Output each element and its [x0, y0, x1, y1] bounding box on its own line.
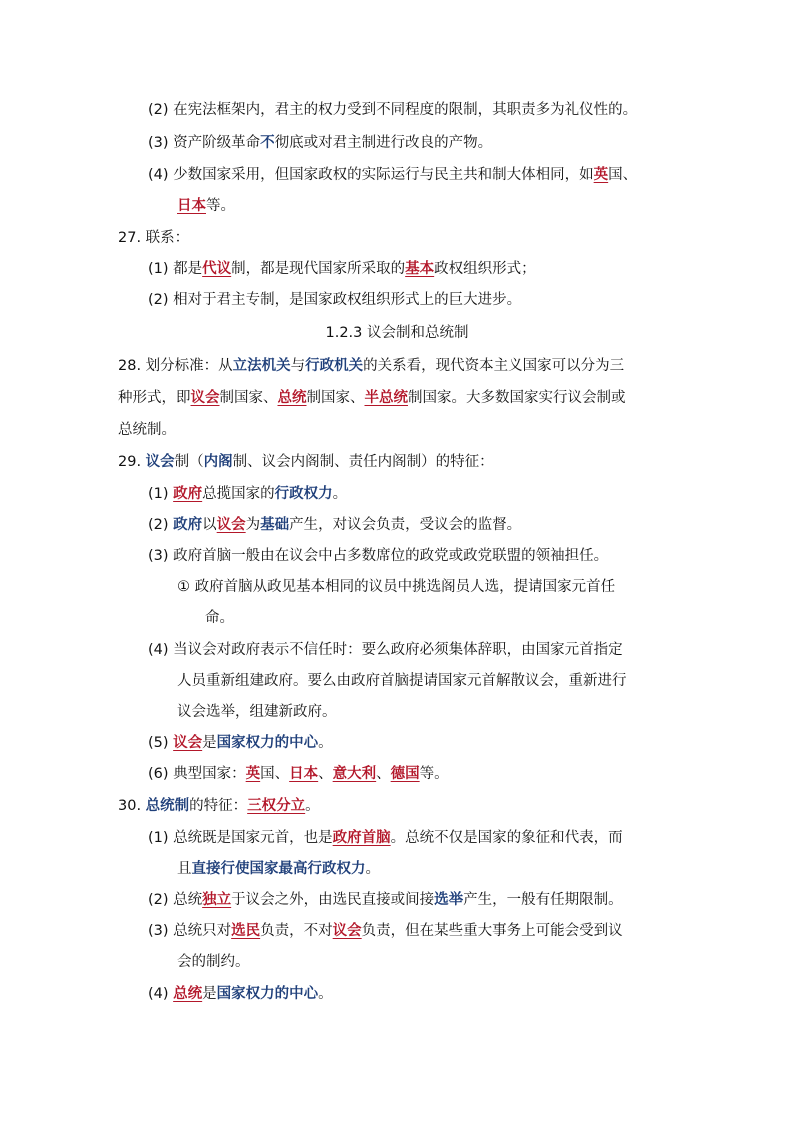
text-segment: 且	[177, 861, 192, 877]
keyword-red: 意大利	[332, 766, 377, 782]
text-segment: (3) 资产阶级革命	[148, 135, 261, 151]
keyword-blue: 国家权力的中心	[216, 986, 319, 1002]
keyword-blue: 政府	[173, 517, 203, 533]
keyword-red: 英	[245, 766, 261, 782]
text-segment: 命。	[205, 610, 234, 626]
text-segment: (6) 典型国家：	[148, 766, 246, 782]
keyword-blue: 议会	[145, 454, 175, 470]
text-line	[118, 796, 320, 816]
text-segment: (2) 在宪法框架内，君主的权力受到不同程度的限制，其职责多为礼仪性的。	[148, 102, 638, 118]
text-segment: 等。	[206, 198, 235, 214]
text-segment: (2) 相对于君主专制，是国家政权组织形式上的巨大进步。	[148, 292, 522, 308]
text-line	[205, 608, 234, 628]
keyword-blue: 选举	[434, 892, 464, 908]
text-line	[118, 420, 176, 440]
keyword-blue: 总统制	[145, 798, 190, 814]
text-line	[148, 100, 637, 120]
keyword-blue: 国家权力的中心	[216, 735, 319, 751]
text-segment: 与	[290, 358, 306, 374]
text-segment: 于议会之外，由选民直接或间接	[231, 892, 435, 908]
text-segment: 种形式，即	[118, 390, 191, 406]
text-segment: 为	[245, 517, 261, 533]
text-line	[148, 259, 536, 279]
keyword-red: 议会	[173, 735, 203, 751]
keyword-blue: 行政权力	[274, 486, 333, 502]
text-line	[148, 890, 623, 910]
text-segment: 、	[318, 766, 333, 782]
keyword-red: 总统	[277, 390, 307, 406]
keyword-red: 议会	[216, 517, 246, 533]
keyword-red: 议会	[190, 390, 220, 406]
text-line	[148, 290, 521, 310]
text-line	[148, 165, 637, 185]
text-segment: (1) 都是	[148, 261, 203, 277]
text-segment: 产生，一般有任期限制。	[463, 892, 623, 908]
section-heading	[0, 323, 794, 343]
text-line	[177, 671, 627, 691]
keyword-red: 三权分立	[247, 798, 306, 814]
text-segment: 。	[318, 735, 333, 751]
keyword-red: 基本	[405, 261, 435, 277]
keyword-red: 半总统	[364, 390, 408, 406]
text-segment: (3) 总统只对	[148, 923, 232, 939]
text-line	[148, 515, 521, 535]
text-line	[118, 228, 189, 248]
keyword-red: 英	[593, 167, 609, 183]
text-segment: 。总统不仅是国家的象征和代表，而	[390, 830, 623, 846]
keyword-blue: 直接行使国家最高行政权力	[191, 861, 366, 877]
keyword-red: 选民	[231, 923, 261, 939]
keyword-blue: 行政机关	[305, 358, 364, 374]
text-segment: 。	[365, 861, 380, 877]
text-line	[148, 764, 449, 784]
text-line	[148, 828, 623, 848]
text-segment: 总揽国家的	[202, 486, 275, 502]
text-segment: 。	[332, 486, 348, 502]
text-line	[148, 546, 608, 566]
text-segment: (5)	[148, 735, 174, 751]
text-segment: 国、	[260, 766, 290, 782]
text-line	[118, 356, 624, 376]
text-line	[177, 952, 250, 972]
text-segment: (2) 总统	[148, 892, 203, 908]
text-segment: 、	[376, 766, 391, 782]
keyword-red: 独立	[202, 892, 232, 908]
text-segment: 的特征：	[189, 798, 248, 814]
keyword-red: 总统	[173, 986, 203, 1002]
text-line	[148, 921, 623, 941]
text-segment: 人员重新组建政府。要么由政府首脑提请国家元首解散议会，重新进行	[177, 673, 627, 689]
text-line	[148, 133, 492, 153]
text-segment: 以	[202, 517, 217, 533]
text-segment: 是	[202, 735, 217, 751]
text-segment: 27. 联系：	[118, 230, 190, 246]
text-segment: 29.	[118, 454, 146, 470]
text-line	[118, 388, 626, 408]
text-line	[148, 733, 333, 753]
keyword-red: 日本	[289, 766, 319, 782]
text-segment: 。	[318, 986, 333, 1002]
text-segment: 产生，对议会负责，受议会的监督。	[289, 517, 522, 533]
keyword-red: 议会	[332, 923, 362, 939]
text-segment: (2)	[148, 517, 174, 533]
keyword-red: 政府	[173, 486, 203, 502]
text-segment: (1)	[148, 486, 174, 502]
text-segment: 制国家、	[219, 390, 278, 406]
text-line	[177, 577, 615, 597]
keyword-red: 政府首脑	[332, 830, 391, 846]
text-segment: ① 政府首脑从政见基本相同的议员中挑选阁员人选，提请国家元首任	[177, 579, 616, 595]
text-segment: (1) 总统既是国家元首，也是	[148, 830, 333, 846]
text-segment: 制，都是现代国家所采取的	[231, 261, 406, 277]
text-segment: 国、	[608, 167, 638, 183]
text-line	[118, 452, 494, 472]
keyword-red: 德国	[390, 766, 420, 782]
text-segment: (4)	[148, 986, 174, 1002]
text-segment: 30.	[118, 798, 146, 814]
text-segment: 负责，不对	[260, 923, 333, 939]
text-segment: 是	[202, 986, 217, 1002]
text-segment: 等。	[419, 766, 449, 782]
text-line	[148, 984, 333, 1004]
text-line	[177, 702, 337, 722]
text-segment: 负责，但在某些重大事务上可能会受到议	[361, 923, 623, 939]
keyword-red: 日本	[177, 198, 206, 214]
keyword-red: 代议	[202, 261, 232, 277]
text-segment: 彻底或对君主制进行改良的产物。	[274, 135, 493, 151]
text-segment: 总统制。	[118, 422, 176, 438]
text-segment: 制国家、	[306, 390, 365, 406]
text-segment: (4) 少数国家采用，但国家政权的实际运行与民主共和制大体相同，如	[148, 167, 594, 183]
text-segment: (3) 政府首脑一般由在议会中占多数席位的政党或政党联盟的领袖担任。	[148, 548, 609, 564]
text-line	[177, 196, 235, 216]
text-segment: 议会选举，组建新政府。	[177, 704, 337, 720]
text-line	[148, 484, 347, 504]
text-segment: 28. 划分标准：从	[118, 358, 233, 374]
keyword-blue: 内阁	[203, 454, 233, 470]
keyword-blue: 不	[260, 135, 275, 151]
text-segment: 的关系看，现代资本主义国家可以分为三	[363, 358, 625, 374]
text-segment: 会的制约。	[177, 954, 250, 970]
text-segment: 政权组织形式；	[434, 261, 536, 277]
text-line	[148, 640, 623, 660]
text-segment: 制（	[174, 454, 204, 470]
text-segment: 1.2.3 议会制和总统制	[325, 325, 469, 341]
text-segment: (4) 当议会对政府表示不信任时：要么政府必须集体辞职，由国家元首指定	[148, 642, 623, 658]
text-segment: 制、议会内阁制、责任内阁制）的特征：	[232, 454, 494, 470]
text-segment: 制国家。大多数国家实行议会制或	[408, 390, 626, 406]
keyword-blue: 立法机关	[232, 358, 291, 374]
text-line	[177, 859, 380, 879]
text-segment: 。	[305, 798, 320, 814]
keyword-blue: 基础	[260, 517, 290, 533]
